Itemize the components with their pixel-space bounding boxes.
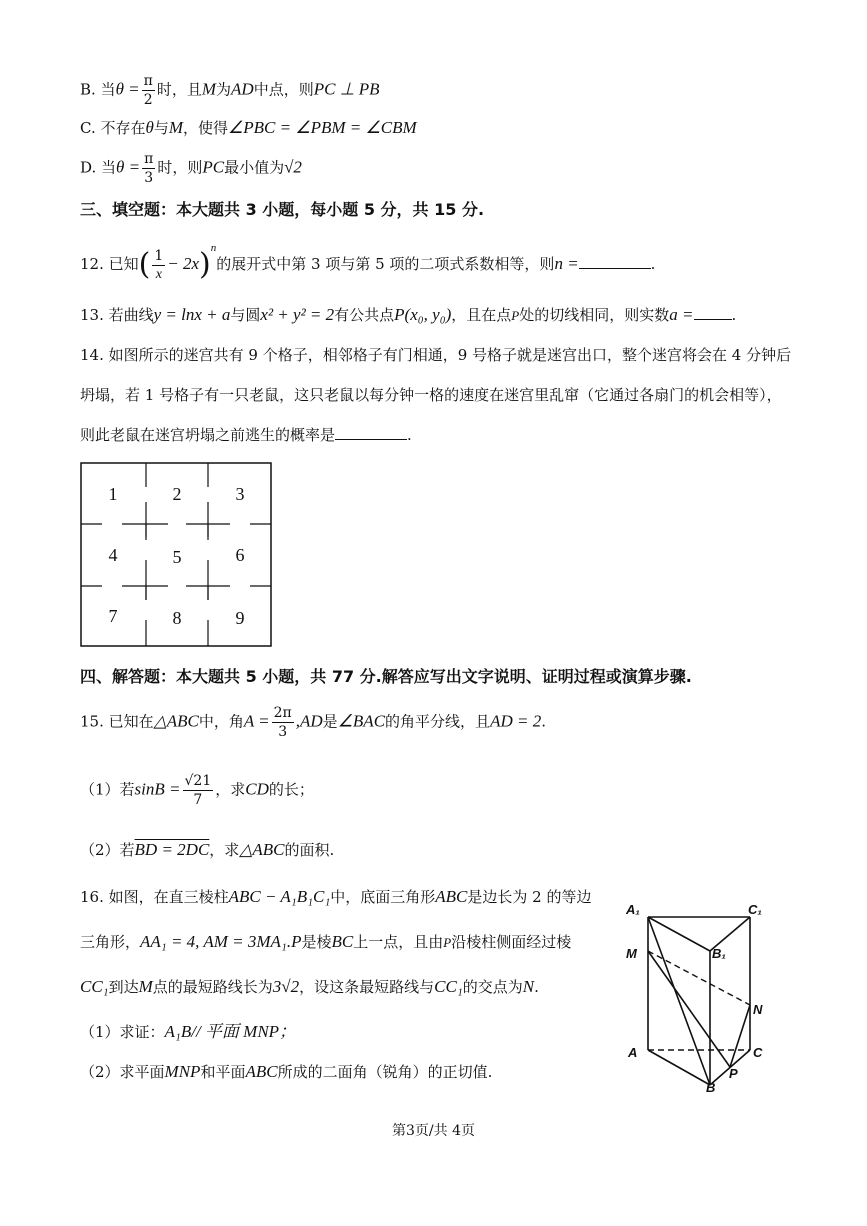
condition-expr: AA₁ = 4, AM = 3MA₁.P: [140, 932, 302, 951]
q12-tail: − 2x: [167, 254, 200, 273]
text: 是: [322, 712, 338, 731]
frac-num: 2π: [273, 705, 292, 721]
text: 时，则: [157, 158, 203, 177]
circle-expr: x² + y² = 2: [260, 305, 335, 324]
text: 到达: [108, 978, 139, 996]
statement-expr: A₁B// 平面 MNP；: [164, 1022, 297, 1041]
frac-den: x: [155, 266, 162, 282]
pi-over-3: [142, 150, 155, 187]
text: 点的最短路线长为: [152, 978, 273, 996]
frac-den: 7: [193, 792, 203, 808]
triangle-abc: △ABC: [153, 711, 199, 731]
var-n: n =: [554, 254, 579, 273]
text: 和平面: [200, 1063, 246, 1081]
text: 16. 如图，在直三棱柱: [80, 888, 229, 906]
var-ad: AD: [231, 79, 254, 99]
var-cc1: CC₁: [80, 977, 109, 996]
text: 有公共点: [334, 306, 395, 324]
exponent-n: n: [210, 242, 217, 254]
var-a: A =: [243, 711, 270, 731]
frac-den: 3: [144, 170, 154, 186]
q14-line-1: 14. 如图所示的迷宫共有 9 个格子，相邻格子有门相通，9 号格子就是迷宫出口，整个迷宫将会在 4 分钟后: [80, 346, 792, 364]
frac-num: √21: [184, 773, 212, 789]
text: 的角平分线，且: [385, 712, 491, 731]
q16-part-1: [80, 1022, 296, 1042]
var-m: M: [138, 977, 153, 996]
maze-cell-8: 8: [172, 608, 182, 628]
text: 上一点，且由: [353, 933, 444, 951]
maze-cell-2: 2: [172, 484, 182, 504]
section-3-title: 三、填空题：本大题共 3 小题，每小题 5 分，共 15 分.: [80, 200, 485, 219]
label-a1: A₁: [626, 902, 640, 917]
two-pi-over-3: [272, 704, 294, 741]
q14-line-3: [80, 425, 412, 445]
text: 中点，则: [253, 80, 314, 99]
value-sqrt2: √2: [284, 157, 302, 177]
option-d: [80, 150, 302, 190]
var-n: N: [522, 977, 535, 996]
text: .: [407, 426, 412, 444]
theta-eq: θ =: [115, 79, 140, 99]
option-c-prefix: C. 不存在: [80, 119, 146, 137]
text: 与: [153, 119, 169, 137]
prism-expr: ABC − A₁B₁C₁: [228, 887, 331, 906]
pi-over-2: [142, 72, 155, 109]
label-a: A: [628, 1045, 638, 1060]
maze-cell-9: 9: [235, 608, 245, 628]
text: .: [731, 306, 737, 324]
var-bc: BC: [331, 932, 354, 951]
option-b: [80, 72, 380, 112]
q13-prefix: 13. 若曲线: [80, 306, 154, 324]
text: 的长；: [268, 780, 314, 799]
text: 为: [216, 80, 232, 99]
text: 时，且: [156, 80, 202, 99]
q16-line-2: [80, 932, 571, 953]
length-expr: 3√2: [272, 977, 300, 996]
prism-figure: [620, 895, 780, 1105]
maze-cell-6: 6: [235, 545, 245, 565]
text: 的面积.: [284, 841, 335, 859]
answer-blank[interactable]: [579, 254, 651, 269]
label-c1: C₁: [748, 902, 762, 917]
text: （2）求平面: [80, 1063, 165, 1081]
text: 的展开式中第 3 项与第 5 项的二项式系数相等，则: [216, 255, 555, 273]
answer-blank[interactable]: [694, 305, 732, 320]
text: 最小值为: [224, 158, 285, 177]
q16-line-1: [80, 887, 591, 907]
maze-cell-1: 1: [108, 484, 118, 504]
text: 处的切线相同，则实数: [519, 306, 670, 324]
text: 沿棱柱侧面经过棱: [451, 933, 572, 951]
maze-cell-7: 7: [108, 606, 118, 626]
var-p: P: [443, 935, 452, 950]
label-n: N: [753, 1002, 763, 1017]
var-a: a =: [669, 305, 694, 324]
frac-num: π: [144, 151, 154, 167]
label-m: M: [626, 946, 637, 961]
var-p: P: [511, 308, 520, 323]
question-15: [80, 704, 546, 748]
text: 的交点为: [462, 978, 523, 996]
text: 是边长为 2 的等边: [467, 888, 592, 906]
q15-prefix: 15. 已知在: [80, 712, 154, 731]
ad-value: AD = 2: [490, 711, 542, 731]
maze-cell-4: 4: [108, 545, 118, 565]
frac-den: 3: [278, 724, 288, 740]
option-b-prefix: B. 当: [80, 80, 116, 99]
text: 则此老鼠在迷宫坍塌之前逃生的概率是: [80, 426, 336, 444]
frac-den: 2: [143, 92, 153, 108]
q14-line-2: 坍塌，若 1 号格子有一只老鼠，这只老鼠以每分钟一格的速度在迷宫里乱窜（它通过各扇门的机会相等），: [80, 386, 782, 404]
text: （2）若: [80, 841, 135, 859]
q12-fraction: [152, 247, 165, 284]
label-b: B: [706, 1080, 716, 1095]
curve-expr: y = lnx + a: [153, 305, 231, 324]
text: 是棱: [301, 933, 332, 951]
q15-part-1: [80, 772, 314, 818]
q15-part-2: [80, 840, 334, 860]
label-b1: B₁: [712, 946, 726, 961]
theta-eq: θ =: [116, 157, 141, 177]
answer-blank[interactable]: [335, 425, 407, 440]
angle-bac: ∠BAC: [337, 711, 386, 731]
result-expr: PC ⊥ PB: [313, 79, 380, 99]
page-footer: 第3页/共 4页: [392, 1123, 475, 1139]
label-p: P: [729, 1066, 738, 1081]
text: （1）若: [80, 780, 135, 799]
text: ，设这条最短路线与: [299, 978, 435, 996]
var-abc: ABC: [245, 1062, 278, 1081]
question-13: [80, 305, 736, 326]
var-m: M: [168, 118, 184, 137]
text: ，且在点: [451, 306, 512, 324]
var-mnp: MNP: [164, 1062, 201, 1081]
text: 中，底面三角形: [330, 888, 436, 906]
triangle-abc: △ABC: [239, 840, 285, 859]
vector-expr: BD = 2DC: [134, 840, 210, 859]
text: 三角形，: [80, 933, 141, 951]
var-theta: θ: [145, 118, 154, 137]
paren-open: (: [138, 247, 151, 282]
option-d-prefix: D. 当: [80, 158, 117, 177]
var-abc: ABC: [435, 887, 468, 906]
paren-close: ): [199, 247, 211, 282]
text: （1）求证：: [80, 1023, 165, 1041]
frac-num: 1: [154, 247, 164, 264]
text: 中，角: [198, 712, 244, 731]
q12-prefix: 12. 已知: [80, 255, 139, 273]
maze-cell-3: 3: [235, 484, 245, 504]
point-expr: P(x₀, y₀): [394, 305, 452, 324]
var-cc1: CC₁: [434, 977, 463, 996]
text: .: [534, 978, 539, 996]
var-pc: PC: [202, 157, 225, 177]
var-ad: ,AD: [295, 711, 323, 731]
var-m: M: [201, 79, 217, 99]
q16-line-3: [80, 977, 539, 997]
text: ，求: [215, 780, 246, 799]
text: .: [650, 255, 656, 273]
var-cd: CD: [245, 779, 269, 799]
maze-cell-5: 5: [172, 547, 182, 567]
text: ，使得: [183, 119, 229, 137]
option-c: [80, 118, 417, 138]
angle-expr: ∠PBC = ∠PBM = ∠CBM: [228, 118, 417, 137]
text: .: [541, 712, 546, 731]
label-c: C: [753, 1045, 763, 1060]
text: 与圆: [230, 306, 261, 324]
q16-part-2: [80, 1062, 492, 1082]
question-12: [80, 238, 655, 282]
frac-num: π: [143, 73, 153, 89]
section-4-title: 四、解答题：本大题共 5 小题，共 77 分.解答应写出文字说明、证明过程或演算步骤.: [80, 667, 692, 686]
sqrt21-over-7: [183, 772, 214, 809]
sinb-eq: sinB =: [134, 779, 181, 799]
text: 所成的二面角（锐角）的正切值.: [277, 1063, 493, 1081]
text: ，求: [209, 841, 240, 859]
